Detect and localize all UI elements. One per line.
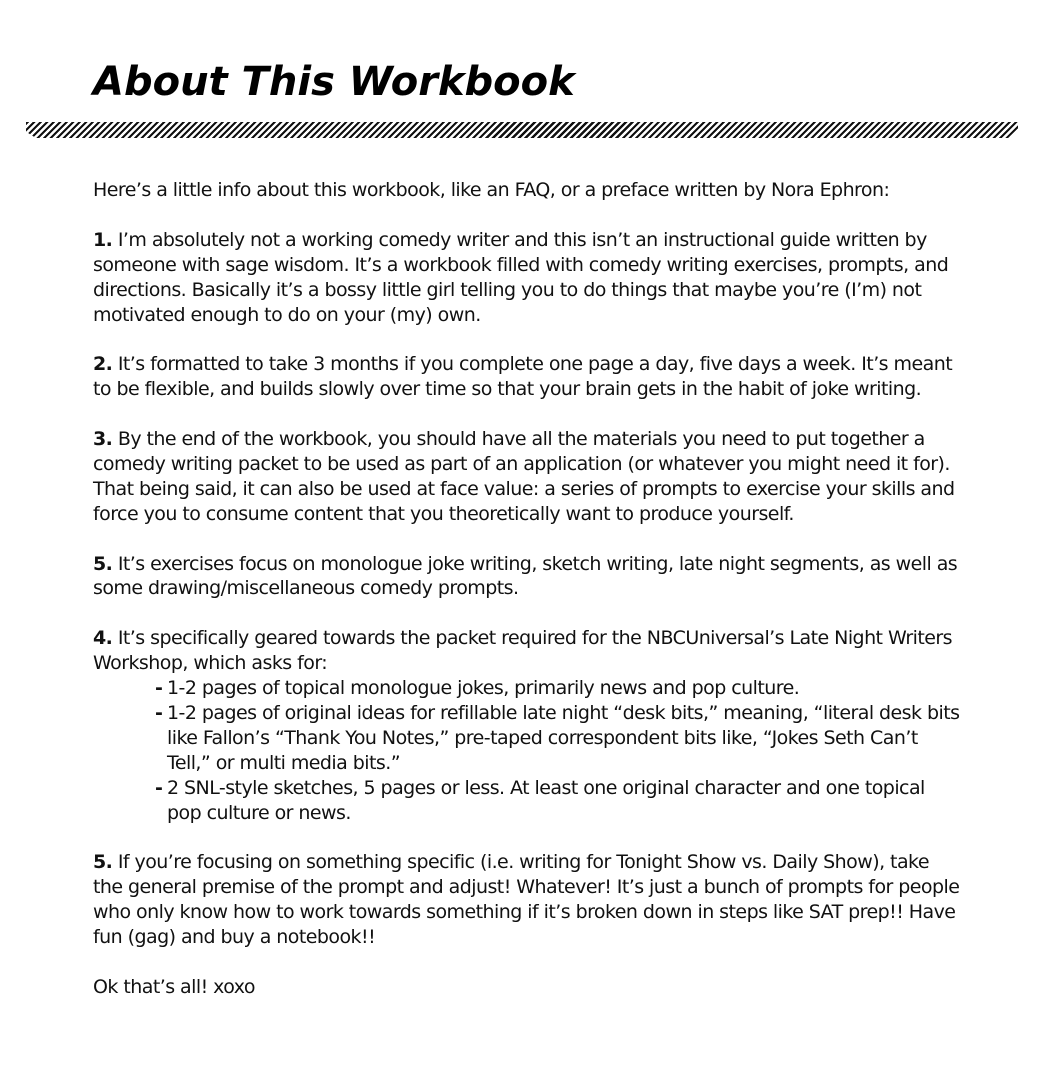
- requirements-list: [93, 676, 963, 825]
- bullet-dash: -: [155, 701, 163, 724]
- list-item-text: 2 SNL-style sketches, 5 pages or less. At least one original character and one topical pop culture or news.: [167, 776, 925, 824]
- item-number: 3.: [93, 428, 113, 451]
- faq-item-5: [93, 626, 963, 825]
- faq-item-2: [93, 352, 963, 402]
- item-text: It’s formatted to take 3 months if you complete one page a day, five days a week. It’s meant to be flexible, and builds slowly over time so that your brain gets in the habit of joke writing.: [93, 353, 953, 401]
- item-number: 5.: [93, 851, 113, 874]
- item-text: I’m absolutely not a working comedy writer and this isn’t an instructional guide written by someone with sage wisdom. It’s a workbook filled with comedy writing exercises, prompts, and directions. Basically it’s a bossy little girl telling you to do things that maybe you’re (I’m) not motivated enough to do on your (my) own.: [93, 228, 949, 326]
- hatched-divider: [26, 122, 1018, 138]
- bullet-dash: -: [155, 677, 163, 700]
- list-item-text: 1-2 pages of original ideas for refillable late night “desk bits,” meaning, “literal desk bits like Fallon’s “Thank You Notes,” pre-taped correspondent bits like, “Jokes Seth Can’t Tell,” or multi media bits.”: [167, 701, 960, 774]
- intro-paragraph: Here’s a little info about this workbook, like an FAQ, or a preface written by Nora Ephron:: [93, 179, 890, 201]
- item-text: It’s exercises focus on monologue joke writing, sketch writing, late night segments, as well as some drawing/miscellaneous comedy prompts.: [93, 552, 958, 600]
- list-item-text: 1-2 pages of topical monologue jokes, primarily news and pop culture.: [167, 677, 800, 700]
- item-number: 5.: [93, 552, 113, 575]
- item-text: If you’re focusing on something specific (i.e. writing for Tonight Show vs. Daily Show), take the general premise of the prompt and adjust! Whatever! It’s just a bunch of prompts for people who only know how to work towards something if it’s broken down in steps like SAT prep!! Have fun (gag) and buy a notebook!!: [93, 851, 960, 949]
- page-body: [93, 178, 963, 1025]
- page-title: About This Workbook: [93, 59, 575, 105]
- closing-line: Ok that’s all! xoxo: [93, 975, 255, 998]
- faq-item-4: [93, 552, 963, 602]
- item-number: 4.: [93, 627, 113, 650]
- list-item: [155, 701, 963, 776]
- bullet-dash: -: [155, 776, 163, 799]
- list-item: [155, 676, 963, 701]
- faq-item-3: [93, 427, 963, 527]
- item-number: 1.: [93, 228, 113, 251]
- item-text: By the end of the workbook, you should have all the materials you need to put together a comedy writing packet to be used as part of an application (or whatever you might need it for). That being said, it can also be used at face value: a series of prompts to exercise your skills and force you to consume content that you theoretically want to produce yourself.: [93, 428, 955, 525]
- faq-item-6: [93, 850, 963, 950]
- item-text: It’s specifically geared towards the packet required for the NBCUniversal’s Late Night Writers Workshop, which asks for:: [93, 627, 952, 675]
- faq-item-1: [93, 228, 963, 328]
- list-item: [155, 776, 963, 826]
- faq-item-5-lead: [93, 626, 963, 676]
- item-number: 2.: [93, 353, 113, 376]
